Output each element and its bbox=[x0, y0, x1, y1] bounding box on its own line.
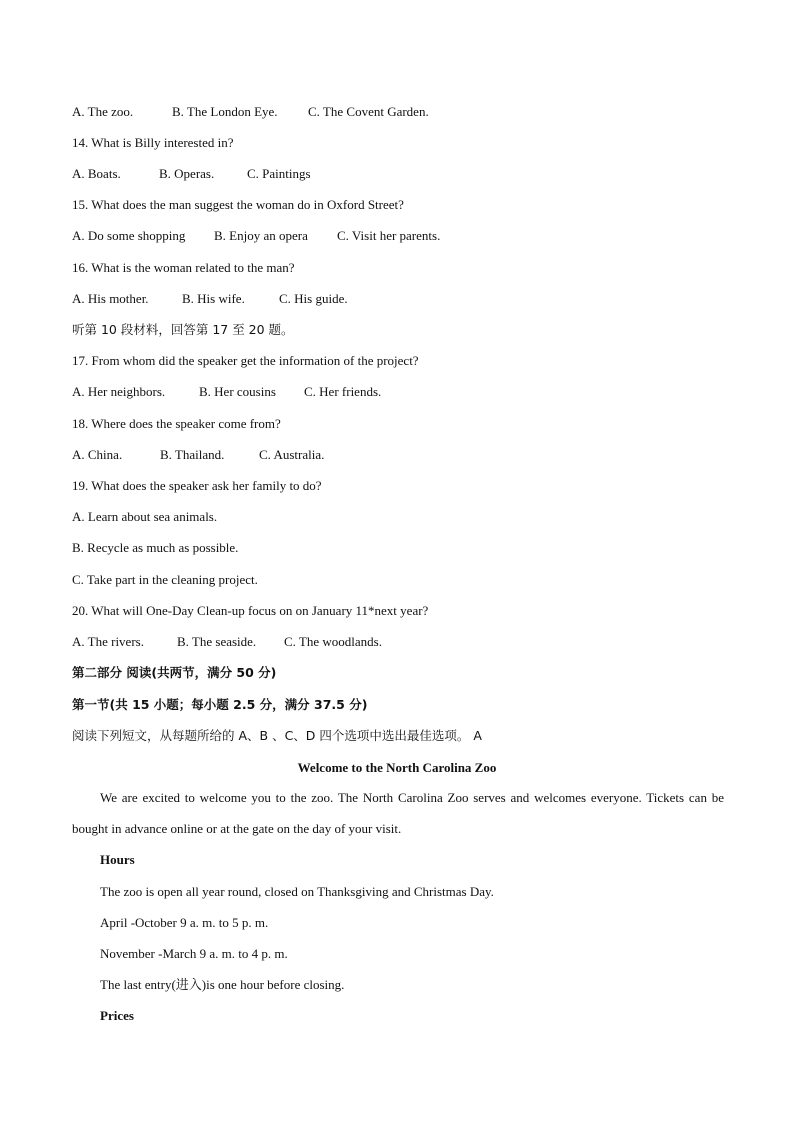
q16-option-a: A. His mother. bbox=[72, 291, 149, 306]
q19-option-a: A. Learn about sea animals. bbox=[72, 509, 218, 524]
q17-option-a: A. Her neighbors. bbox=[72, 384, 166, 399]
hours-line-1: The zoo is open all year round, closed on Thanksgiving and Christmas Day. bbox=[100, 884, 494, 899]
q14-option-a: A. Boats. bbox=[72, 166, 121, 181]
q13-option-c: C. The Covent Garden. bbox=[308, 104, 429, 119]
prices-heading: Prices bbox=[100, 1008, 134, 1023]
q19-option-b: B. Recycle as much as possible. bbox=[72, 540, 239, 555]
q14-question: 14. What is Billy interested in? bbox=[72, 135, 234, 150]
q16-options bbox=[72, 291, 348, 307]
q14-option-c: C. Paintings bbox=[247, 166, 311, 181]
q17-option-c: C. Her friends. bbox=[304, 384, 382, 399]
q17-question: 17. From whom did the speaker get the information of the project? bbox=[72, 353, 419, 368]
q18-option-c: C. Australia. bbox=[259, 447, 325, 462]
q17-option-b: B. Her cousins bbox=[199, 384, 276, 399]
q16-option-c: C. His guide. bbox=[279, 291, 348, 306]
q19-option-c: C. Take part in the cleaning project. bbox=[72, 572, 258, 587]
q13-option-a: A. The zoo. bbox=[72, 104, 134, 119]
reading-instruction: 阅读下列短文，从每题所给的 A、B 、C、D 四个选项中选出最佳选项。 A bbox=[72, 728, 482, 743]
q18-options bbox=[72, 447, 324, 463]
q13-options bbox=[72, 104, 429, 120]
q15-option-a: A. Do some shopping bbox=[72, 228, 186, 243]
q17-options bbox=[72, 384, 381, 400]
hours-line-4: The last entry(进入)is one hour before closing. bbox=[100, 977, 345, 992]
q18-option-a: A. China. bbox=[72, 447, 123, 462]
q13-option-b: B. The London Eye. bbox=[172, 104, 278, 119]
section10-instruction: 听第 10 段材料，回答第 17 至 20 题。 bbox=[72, 322, 294, 337]
q18-question: 18. Where does the speaker come from? bbox=[72, 416, 281, 431]
q16-option-b: B. His wife. bbox=[182, 291, 245, 306]
section1-heading: 第一节(共 15 小题；每小题 2.5 分，满分 37.5 分) bbox=[72, 697, 368, 712]
q16-question: 16. What is the woman related to the man? bbox=[72, 260, 295, 275]
hours-heading: Hours bbox=[100, 852, 135, 867]
passage-intro: We are excited to welcome you to the zoo. The North Carolina Zoo serves and welcomes everyone. Tickets can be bought in advance online or at the gate on the day of your visit. bbox=[72, 790, 724, 836]
q20-option-b: B. The seaside. bbox=[177, 634, 257, 649]
q15-option-c: C. Visit her parents. bbox=[337, 228, 441, 243]
passage-title: Welcome to the North Carolina Zoo bbox=[297, 760, 497, 775]
q20-option-c: C. The woodlands. bbox=[284, 634, 382, 649]
q15-options bbox=[72, 228, 440, 244]
q20-options bbox=[72, 634, 382, 650]
q15-question: 15. What does the man suggest the woman do in Oxford Street? bbox=[72, 197, 404, 212]
q14-option-b: B. Operas. bbox=[159, 166, 215, 181]
hours-line-3: November -March 9 a. m. to 4 p. m. bbox=[100, 946, 288, 961]
q15-option-b: B. Enjoy an opera bbox=[214, 228, 308, 243]
q14-options bbox=[72, 166, 311, 182]
part2-heading: 第二部分 阅读(共两节，满分 50 分) bbox=[72, 665, 277, 680]
q20-question: 20. What will One-Day Clean-up focus on on January 11*next year? bbox=[72, 603, 429, 618]
q20-option-a: A. The rivers. bbox=[72, 634, 144, 649]
q19-question: 19. What does the speaker ask her family to do? bbox=[72, 478, 322, 493]
q18-option-b: B. Thailand. bbox=[160, 447, 225, 462]
hours-line-2: April -October 9 a. m. to 5 p. m. bbox=[100, 915, 269, 930]
